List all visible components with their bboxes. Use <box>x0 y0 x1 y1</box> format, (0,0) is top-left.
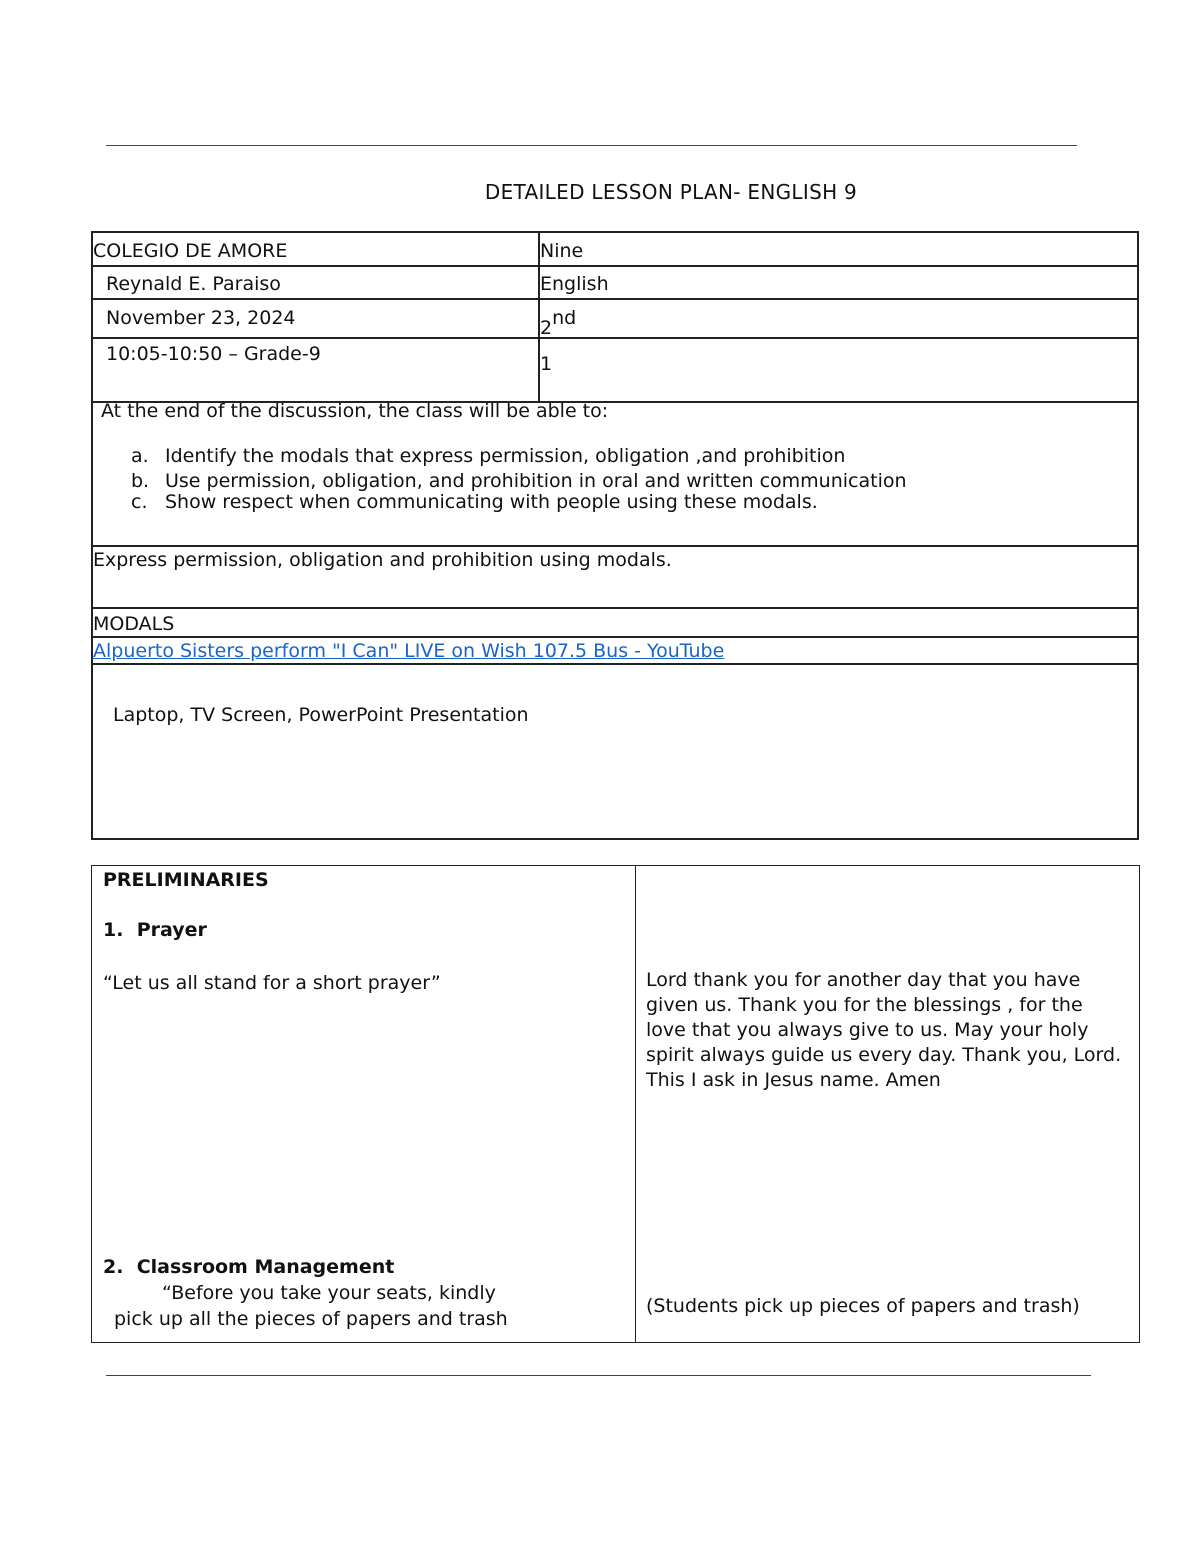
procedure-table <box>91 865 1140 1343</box>
info-table <box>91 231 1139 840</box>
classroom-teacher-line2: pick up all the pieces of papers and trash <box>114 1308 508 1330</box>
prayer-student-response: Lord thank you for another day that you have given us. Thank you for the blessings , for the love that you always give to us. May your holy spirit always guide us every day. Thank you, Lord. This I ask in Jesus name. Amen <box>646 969 1122 1091</box>
week-number: 1 <box>540 353 553 375</box>
objectives-list <box>121 445 907 514</box>
topic: MODALS <box>93 613 175 635</box>
page-title: DETAILED LESSON PLAN- ENGLISH 9 <box>484 180 858 204</box>
footer-rule <box>106 1375 1091 1376</box>
school-name: COLEGIO DE AMORE <box>93 240 288 262</box>
objective-item: c. Show respect when communicating with people using these modals. <box>131 491 818 513</box>
content-standard: Express permission, obligation and prohibition using modals. <box>93 549 672 571</box>
preliminaries-heading: PRELIMINARIES <box>103 869 269 891</box>
objectives-intro: At the end of the discussion, the class will be able to: <box>101 400 609 422</box>
objective-item: b. Use permission, obligation, and prohibition in oral and written communication <box>131 470 907 492</box>
objective-item: a. Identify the modals that express permission, obligation ,and prohibition <box>131 445 846 467</box>
teacher-name: Reynald E. Paraiso <box>106 273 281 295</box>
header-rule <box>106 145 1077 146</box>
classroom-teacher-line1: “Before you take your seats, kindly <box>162 1282 496 1304</box>
reference-link[interactable]: Alpuerto Sisters perform "I Can" LIVE on Wish 107.5 Bus - YouTube <box>93 640 725 662</box>
materials: Laptop, TV Screen, PowerPoint Presentation <box>113 704 529 726</box>
lesson-date: November 23, 2024 <box>106 307 296 329</box>
classroom-student-response: (Students pick up pieces of papers and trash) <box>646 1295 1080 1317</box>
subject: English <box>540 273 609 295</box>
quarter-number: 2 <box>540 317 553 339</box>
grade-level: Nine <box>540 240 584 262</box>
step-classroom-management: 2. Classroom Management <box>103 1256 395 1278</box>
step-prayer: 1. Prayer <box>103 919 207 941</box>
prayer-teacher-line: “Let us all stand for a short prayer” <box>103 972 441 994</box>
quarter-suffix: nd <box>552 307 577 329</box>
time-slot: 10:05-10:50 – Grade-9 <box>106 343 321 365</box>
quarter <box>540 307 577 339</box>
